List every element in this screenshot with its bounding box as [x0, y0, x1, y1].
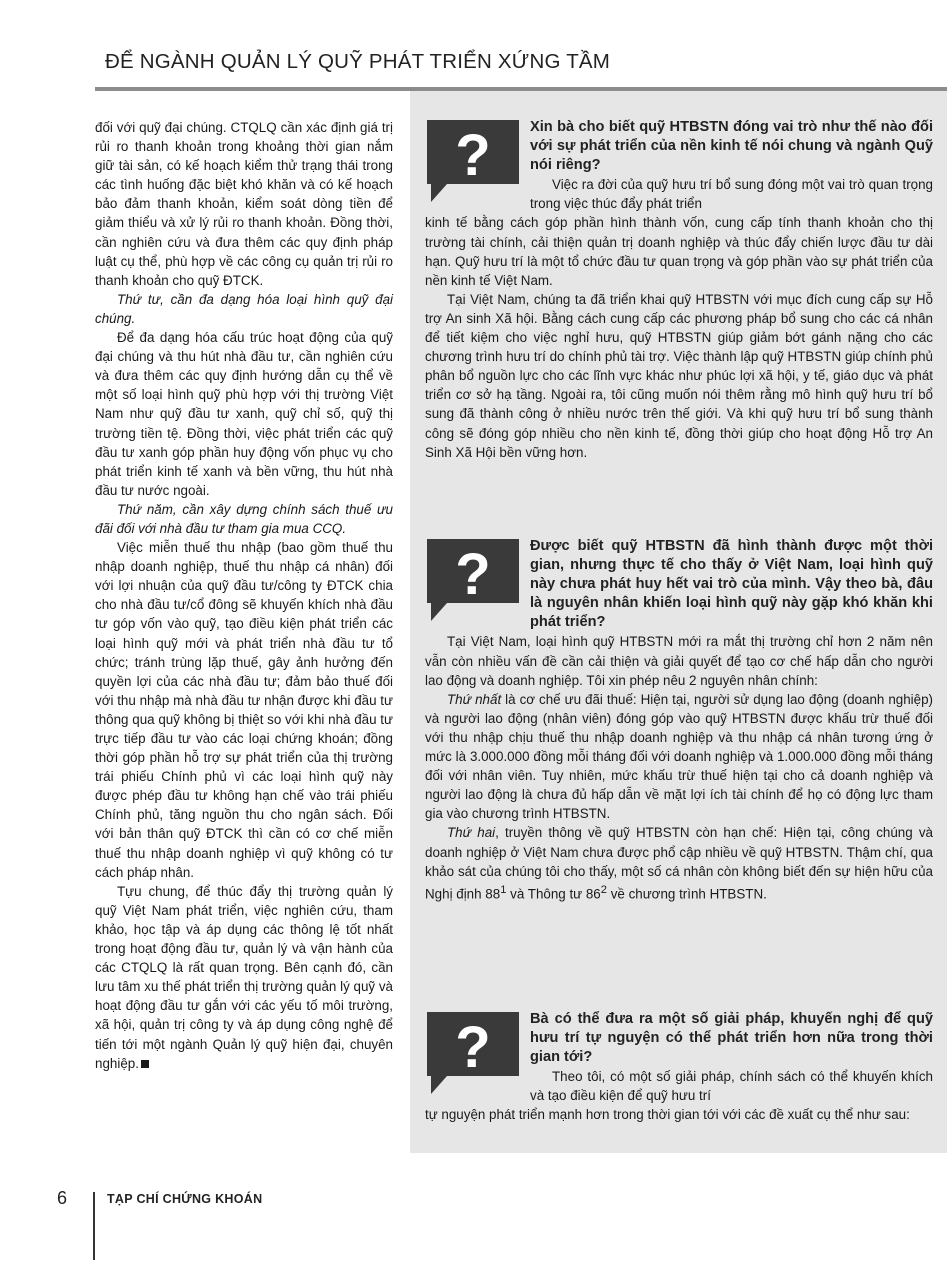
question-text: Bà có thể đưa ra một số giải pháp, khuyến nghị để quỹ hưu trí tự nguyện có thể phát triển hơn nữa trong thời gian tới? [530, 1011, 933, 1066]
question-mark-icon [425, 1010, 521, 1106]
interview-question-3 [425, 1010, 933, 1125]
footnote-ref: 2 [600, 883, 607, 896]
answer-text: và Thông tư 86 [506, 886, 601, 902]
body-paragraph: đối với quỹ đại chúng. CTQLQ cần xác định giá trị rủi ro thanh khoản trong khoảng thời gian nắm giữ tài sản, có kế hoạch kiểm thử trạng thái trong các tình huống đặc biệt khó khăn và có kế hoạch bảo đảm thanh khoản, kiểm soát dòng tiền để giảm thiểu và xử lý rủi ro thanh khoản. Đồng thời, cần nghiên cứu và đưa thêm các quy định pháp luật cụ thể, phù hợp về các công cụ quản trị rủi ro thanh khoản cho quỹ ĐTCK. [95, 120, 393, 288]
question-text: Được biết quỹ HTBSTN đã hình thành được một thời gian, nhưng thực tế cho thấy ở Việt Nam, loại hình quỹ này chưa phát huy hết vai trò của mình. Vậy theo bà, đâu là nguyên nhân khiến loại hình quỹ này gặp khó khăn khi phát triển? [530, 538, 933, 631]
left-column [95, 118, 393, 1073]
answer-text: , truyền thông về quỹ HTBSTN còn hạn chế: Hiện tại, công chúng và doanh nghiệp ở Việt Nam chưa được phổ cập nhiều về quỹ HTBSTN. Thậm chí, qua khảo sát của chúng tôi cho thấy, một số cá nhân còn không biết đến sự hiện hữu của Nghị định 88 [425, 825, 933, 902]
answer-paragraph: kinh tế bằng cách góp phần hình thành vốn, cung cấp tính thanh khoản cho thị trường tài chính, cải thiện quản trị doanh nghiệp và thúc đẩy chiến lược đầu tư dài hạn. Quỹ hưu trí là một tổ chức đầu tư quan trọng và góp phần vào sự phát triển của nền kinh tế Việt Nam. [425, 215, 933, 288]
page-footer [0, 1180, 947, 1261]
answer-text: là cơ chế ưu đãi thuế: Hiện tại, người sử dụng lao động (doanh nghiệp) và người lao động (nhân viên) đóng góp vào quỹ HTBSTN được khấu trừ thuế đối với thu nhập chịu thuế thu nhập doanh nghiệp và thu nhập cá nhân tương ứng ở mức là 3.000.000 đồng mỗi tháng đối với doanh nghiệp và 1.000.000 đồng mỗi tháng đối với nhân viên. Tuy nhiên, mức khấu trừ thuế hiện tại cho cả doanh nghiệp và người lao động là chưa đủ hấp dẫn về mặt lợi ích tài chính để họ có động lực tham gia vào chương trình HTBSTN. [425, 691, 933, 822]
answer-paragraph [425, 690, 933, 824]
page-number: 6 [57, 1188, 68, 1208]
answer-text: về chương trình HTBSTN. [606, 886, 767, 902]
question-glyph: ? [455, 123, 491, 188]
subheading-fourth: Thứ tư, cần đa dạng hóa loại hình quỹ đại chúng. [95, 291, 393, 326]
body-paragraph: Để đa dạng hóa cấu trúc hoạt động của quỹ đại chúng và thu hút nhà đầu tư, cần nghiên cứu và đưa thêm các quy định hướng dẫn cụ thể về một số loại hình quỹ phù hợp với thị trường Việt Nam như quỹ đầu tư xanh, quỹ chỉ số, quỹ thị trường tiền tệ. Đồng thời, việc phát triển các quỹ đầu tư xanh góp phần huy động vốn phục vụ cho phát triển kinh tế xanh và bền vững, thu hút nhà đầu tư nước ngoài. [95, 330, 393, 498]
closing-text: Tựu chung, để thúc đẩy thị trường quản lý quỹ Việt Nam phát triển, việc nghiên cứu, tham khảo, học tập và áp dụng các thông lệ tốt nhất trong hoạt động đầu tư, quản lý và vận hành của các CTQLQ là rất quan trọng. Bên cạnh đó, cần lưu tâm xu thế phát triển thị trường quản lý quỹ và hoạt động đầu tư gắn với các yếu tố môi trường, xã hội, quản trị công ty và áp dụng công nghệ để tiến tới một ngành Quản lý quỹ hiện đại, chuyên nghiệp. [95, 883, 393, 1071]
answer-lead: Việc ra đời của quỹ hưu trí bổ sung đóng một vai trò quan trọng trong việc thúc đẩy phát triển [530, 177, 933, 212]
end-of-article-mark [141, 1060, 149, 1068]
answer-paragraph [425, 823, 933, 903]
question-glyph: ? [455, 542, 491, 607]
body-paragraph: Việc miễn thuế thu nhập (bao gồm thuế thu nhập doanh nghiệp, thuế thu nhập cá nhân) đối với lợi nhuận của quỹ đầu tư/công ty ĐTCK chia cho nhà đầu tư/cổ đông sẽ khuyến khích nhà đầu tư góp vốn vào quỹ, tạo điều kiện phát triển các loại hình quỹ mới và phát triển nhà đầu tư tổ chức; tránh trùng lặp thuế, gây ảnh hưởng đến quyền lợi của các nhà đầu tư; đảm bảo thuế đối với thu nhập mà nhà đầu tư nhận được khi đầu tư thông qua quỹ không bị thiệt so với khi nhà đầu tư trực tiếp đầu tư vào các loại chứng khoán; đồng thời góp phần hỗ trợ sự phát triển của thị trường trái phiếu Chính phủ vì các loại hình quỹ này được phép đầu tư không hạn chế vào trái phiếu Chính phủ, tăng nguồn thu cho ngân sách. Đối với bản thân quỹ ĐTCK thì cần có cơ chế miễn thuế thu nhập doanh nghiệp vì quỹ không có tư cách pháp nhân. [95, 540, 393, 880]
footnote-ref: 1 [500, 883, 507, 896]
question-text: Xin bà cho biết quỹ HTBSTN đóng vai trò như thế nào đối với sự phát triển của nền kinh tế nói chung và ngành Quỹ nói riêng? [530, 119, 933, 174]
question-mark-icon [425, 118, 521, 214]
interview-question-1 [425, 118, 933, 462]
answer-paragraph: Tại Việt Nam, loại hình quỹ HTBSTN mới ra mắt thị trường chỉ hơn 2 năm nên vẫn còn nhiều vấn đề cần cải thiện và giải quyết để tạo cơ chế hấp dẫn cho người lao động và doanh nghiệp. Tôi xin phép nêu 2 nguyên nhân chính: [425, 634, 933, 688]
closing-paragraph [95, 882, 393, 1073]
answer-lead: Theo tôi, có một số giải pháp, chính sách có thể khuyến khích và tạo điều kiện để quỹ hưu trí [530, 1069, 933, 1104]
subheading-fifth: Thứ năm, cần xây dựng chính sách thuế ưu đãi đối với nhà đầu tư tham gia mua CCQ. [95, 501, 393, 536]
answer-label: Thứ hai [447, 825, 496, 841]
question-mark-icon [425, 537, 521, 633]
answer-paragraph: tự nguyện phát triển mạnh hơn trong thời gian tới với các đề xuất cụ thể như sau: [425, 1107, 910, 1123]
footer-divider [93, 1192, 95, 1260]
section-title: ĐỂ NGÀNH QUẢN LÝ QUỸ PHÁT TRIỂN XỨNG TẦM [105, 50, 611, 73]
answer-paragraph: Tại Việt Nam, chúng ta đã triển khai quỹ HTBSTN với mục đích cung cấp sự Hỗ trợ An sinh Xã hội. Bằng cách cung cấp các phương pháp bổ sung cho các cá nhân để tiết kiệm cho việc nghỉ hưu, quỹ HTBSTN giúp giảm bớt gánh nặng cho các chương trình hưu trí do chính phủ tài trợ. Việc thành lập quỹ HTBSTN giúp chính phủ phân bổ nguồn lực cho các lĩnh vực khác như phúc lợi xã hội, y tế, giáo dục và phát triển cơ sở hạ tầng. Ngoài ra, tôi cũng muốn nói thêm rằng mô hình quỹ hưu trí bổ sung đã thành công ở nhiều nước trên thế giới. Và khi quỹ hưu trí bổ sung thành công sẽ đóng góp nhiều cho nền kinh tế, đồng thời giúp cho hoạt động Hỗ trợ An Sinh Xã Hội bền vững hơn. [425, 291, 933, 460]
journal-name: TẠP CHÍ CHỨNG KHOÁN [107, 1192, 263, 1206]
question-glyph: ? [455, 1015, 491, 1080]
page-header [0, 0, 947, 88]
answer-label: Thứ nhất [447, 691, 502, 707]
interview-question-2 [425, 537, 933, 903]
